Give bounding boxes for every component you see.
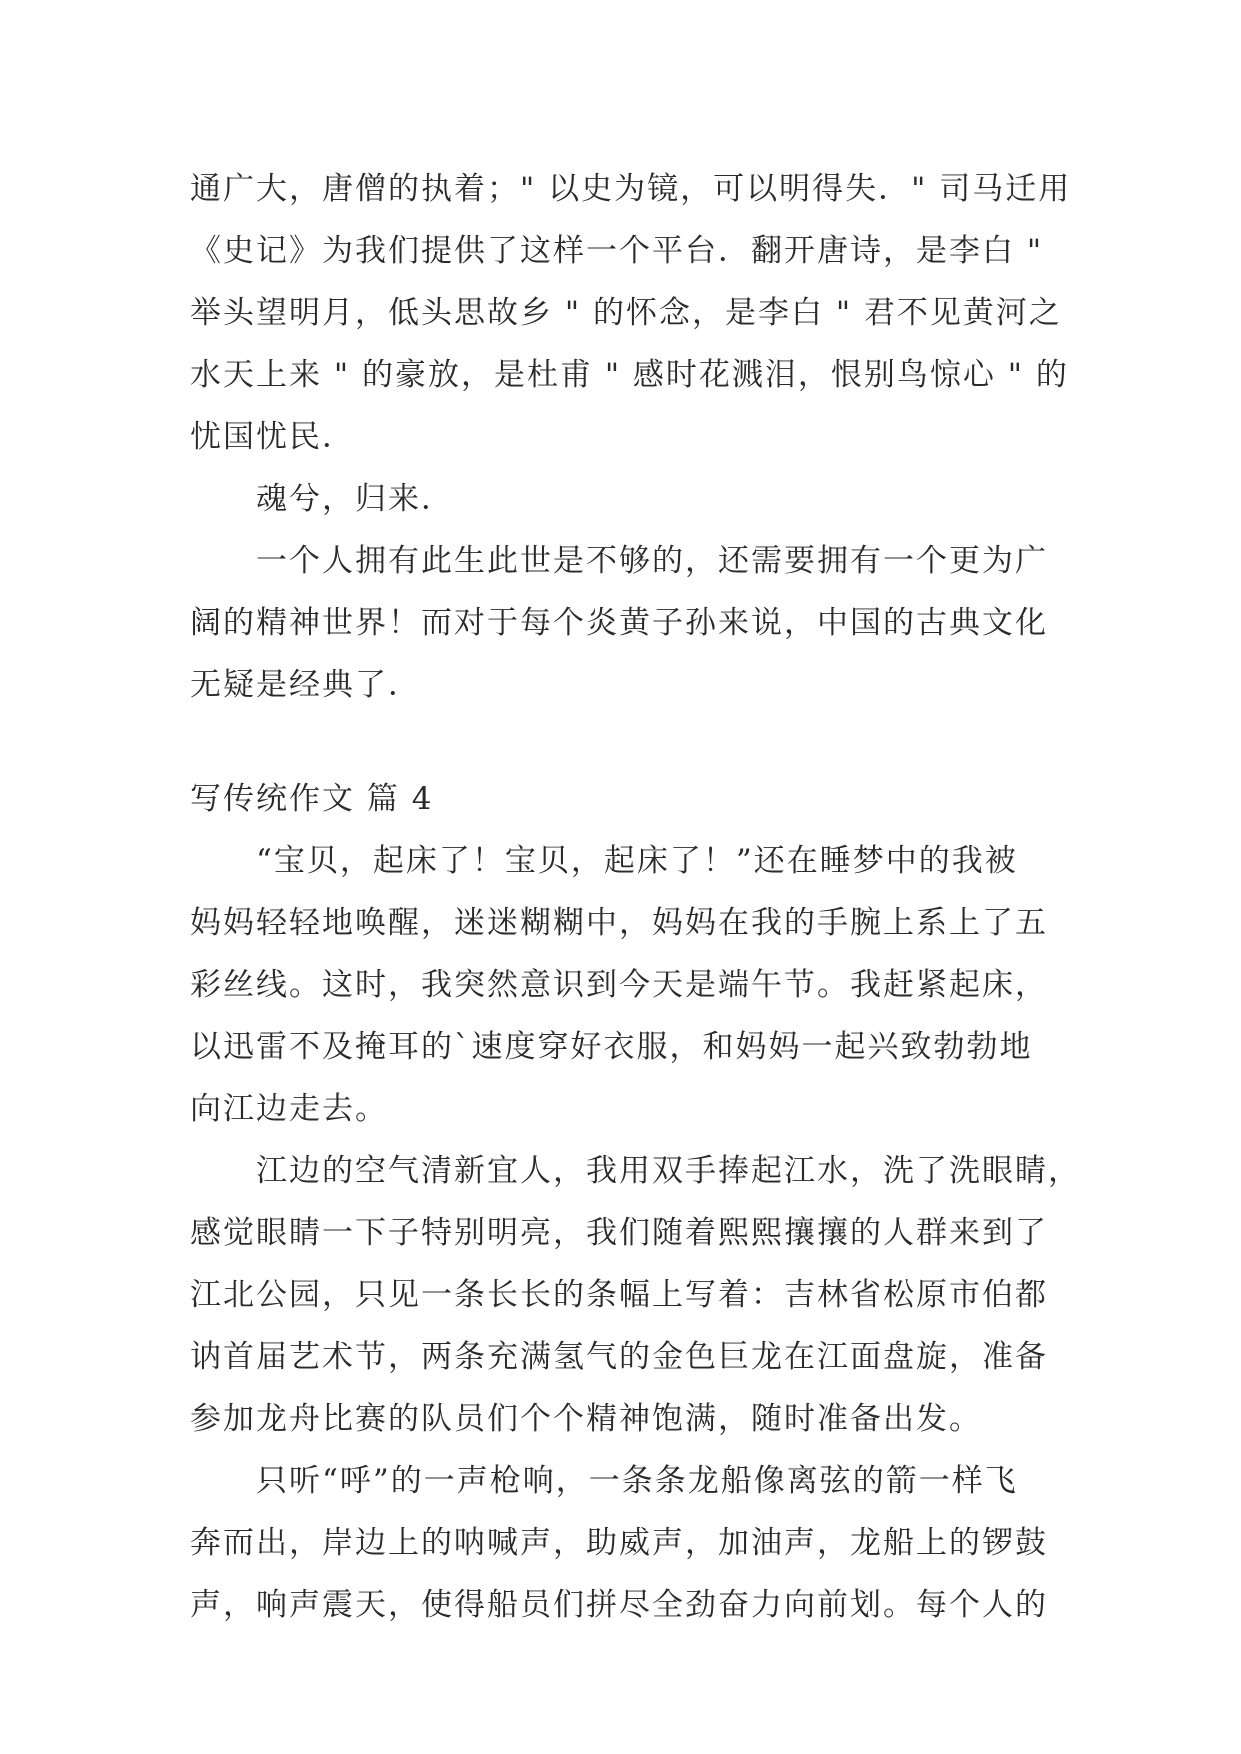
paragraph-riverside <box>190 1140 1081 1450</box>
text-line: 水天上来 " 的豪放，是杜甫 " 感时花溅泪，恨别鸟惊心 " 的 <box>190 357 1069 393</box>
paragraph-spiritual-world <box>190 530 1066 716</box>
text-line: 阔的精神世界！而对于每个炎黄子孙来说，中国的古典文化 <box>190 605 1048 641</box>
text-line: 魂兮，归来． <box>256 481 454 517</box>
section-title: 写传统作文 篇 4 <box>190 781 434 817</box>
document-page <box>190 158 1081 1636</box>
paragraph-soul-return <box>190 468 1066 530</box>
text-line: 《史记》为我们提供了这样一个平台．翻开唐诗，是李白 " <box>190 233 1044 269</box>
paragraph-history-mirror <box>190 158 1072 468</box>
text-line: 一个人拥有此生此世是不够的，还需要拥有一个更为广 <box>256 543 1048 579</box>
text-line: 举头望明月，低头思故乡 " 的怀念，是李白 " 君不见黄河之 <box>190 295 1062 331</box>
text-line: 只听“呼”的一声枪响，一条条龙船像离弦的箭一样飞 <box>256 1463 1018 1499</box>
section-spacer <box>190 716 1066 768</box>
text-line: 忧国忧民． <box>190 419 355 455</box>
text-line: 向江边走去。 <box>190 1091 388 1127</box>
text-line: 江北公园，只见一条长长的条幅上写着：吉林省松原市伯都 <box>190 1277 1048 1313</box>
paragraph-dragon-boat-race <box>190 1450 1066 1636</box>
text-line: 妈妈轻轻地唤醒，迷迷糊糊中，妈妈在我的手腕上系上了五 <box>190 905 1048 941</box>
text-line: “宝贝，起床了！宝贝，起床了！”还在睡梦中的我被 <box>256 843 1018 879</box>
text-line: 以迅雷不及掩耳的`速度穿好衣服，和妈妈一起兴致勃勃地 <box>190 1029 1033 1065</box>
text-line: 江边的空气清新宜人，我用双手捧起江水，洗了洗眼睛， <box>256 1153 1081 1189</box>
text-line: 参加龙舟比赛的队员们个个精神饱满，随时准备出发。 <box>190 1401 982 1437</box>
text-line: 讷首届艺术节，两条充满氢气的金色巨龙在江面盘旋，准备 <box>190 1339 1048 1375</box>
text-line: 声，响声震天，使得船员们拼尽全劲奋力向前划。每个人的 <box>190 1587 1048 1623</box>
text-line: 彩丝线。这时，我突然意识到今天是端午节。我赶紧起床， <box>190 967 1048 1003</box>
text-line: 奔而出，岸边上的呐喊声，助威声，加油声，龙船上的锣鼓 <box>190 1525 1048 1561</box>
text-line: 无疑是经典了． <box>190 667 421 703</box>
text-line: 感觉眼睛一下子特别明亮，我们随着熙熙攘攘的人群来到了 <box>190 1215 1048 1251</box>
text-line: 通广大，唐僧的执着；" 以史为镜，可以明得失．" 司马迁用 <box>190 171 1072 207</box>
paragraph-wake-up <box>190 830 1066 1140</box>
